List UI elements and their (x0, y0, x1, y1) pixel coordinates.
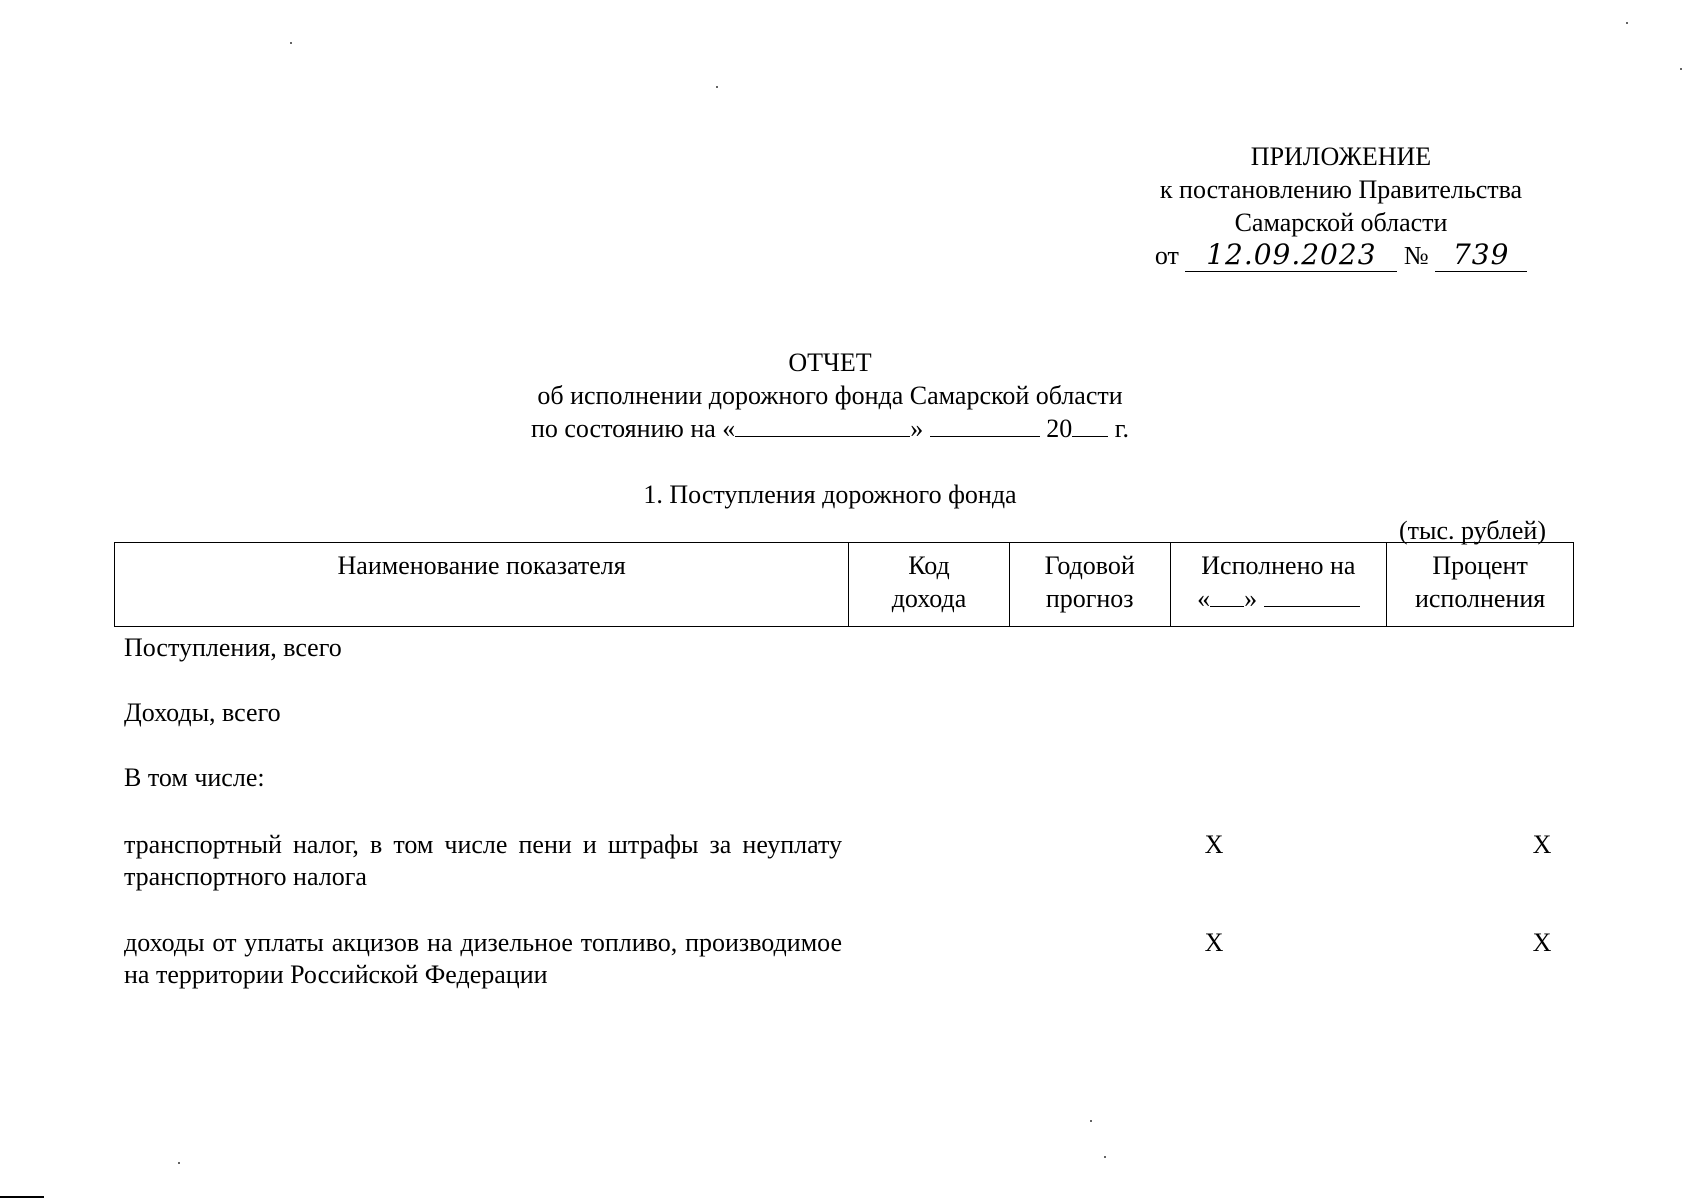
report-title: ОТЧЕТ (788, 348, 872, 377)
annex-line-2: Самарской области (1234, 208, 1448, 237)
row-name: доходы от уплаты акцизов на дизельное топливо, производимое на территории Российской Федерации (124, 928, 842, 989)
annex-number-handwritten: 739 (1452, 238, 1510, 271)
row-name: Доходы, всего (124, 698, 281, 727)
annex-number-field (1435, 240, 1527, 272)
report-date-line (400, 412, 1260, 445)
header-done: Исполнено на « » (1170, 543, 1387, 627)
report-subtitle: об исполнении дорожного фонда Самарской области (537, 381, 1123, 410)
row-percent-mark: X (1532, 928, 1552, 957)
row-plan-mark: X (1204, 830, 1224, 859)
table-header-row (115, 543, 1574, 627)
annex-date-line (1130, 239, 1552, 272)
header-code: Код дохода (849, 543, 1010, 627)
report-title-block (400, 346, 1260, 445)
scan-speck (178, 1162, 180, 1164)
row-name: транспортный налог, в том числе пени и штрафы за неуплату транспортного налога (124, 830, 842, 891)
scan-speck (1090, 1120, 1092, 1122)
row-name: Поступления, всего (124, 633, 342, 662)
row-percent-mark: X (1532, 830, 1552, 859)
report-date-quote-close: » (910, 414, 924, 443)
header-percent: Процент исполнения (1387, 543, 1574, 627)
annex-title: ПРИЛОЖЕНИЕ (1250, 142, 1432, 171)
row-name: В том числе: (124, 763, 265, 792)
scan-speck (1626, 22, 1628, 24)
scan-edge-mark (0, 1196, 44, 1198)
report-table (114, 542, 1574, 627)
annex-block (1130, 140, 1552, 272)
units-label: (тыс. рублей) (1398, 516, 1546, 545)
annex-date-handwritten: 12.09.2023 (1206, 238, 1377, 271)
scan-speck (716, 86, 718, 88)
day-blank (735, 412, 910, 437)
scan-speck (290, 42, 292, 44)
year-blank (1072, 412, 1108, 437)
annex-line-1: к постановлению Правительства (1159, 175, 1523, 204)
section-heading: 1. Поступления дорожного фонда (643, 480, 1017, 509)
annex-number-prefix: № (1403, 241, 1429, 270)
row-plan-mark: X (1204, 928, 1224, 957)
month-blank (930, 412, 1040, 437)
header-plan: Годовой прогноз (1009, 543, 1170, 627)
report-year-suffix: г. (1114, 414, 1130, 443)
header-name: Наименование показателя (115, 543, 849, 627)
report-year-prefix: 20 (1046, 414, 1073, 443)
scan-speck (1104, 1156, 1106, 1158)
scan-speck (1680, 68, 1682, 70)
report-date-prefix: по состоянию на « (530, 414, 736, 443)
annex-date-prefix: от (1154, 241, 1179, 270)
annex-date-field (1185, 240, 1397, 272)
